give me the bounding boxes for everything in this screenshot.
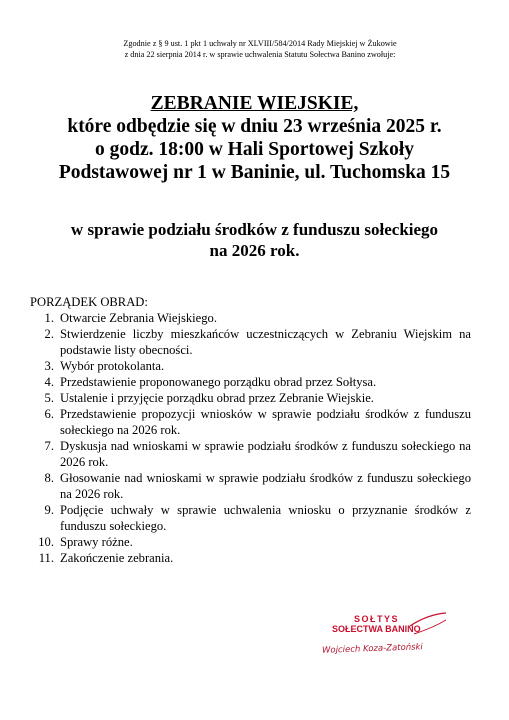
agenda-item-number: 11. [38,551,54,565]
meeting-subject [20,219,489,261]
agenda-item-text: Sprawy różne. [60,535,133,549]
agenda-item [30,470,471,502]
agenda-item-text: Przedstawienie proponowanego porządku obrad przez Sołtysa. [60,375,377,389]
agenda-item-text: Wybór protokolanta. [60,359,165,373]
agenda-list [30,310,471,566]
agenda-item [30,326,471,358]
agenda-item [30,534,471,550]
agenda-item-number: 7. [44,439,54,453]
agenda-item-text: Podjęcie uchwały w sprawie uchwalenia wniosku o przyznanie środków z funduszu sołeckiego. [60,503,471,533]
agenda-item-text: Otwarcie Zebrania Wiejskiego. [60,311,217,325]
agenda-item-number: 2. [44,327,54,341]
agenda-item [30,358,471,374]
agenda-item-number: 3. [44,359,54,373]
meeting-title: ZEBRANIE WIEJSKIE, [150,93,359,114]
subject-line-2: na 2026 rok. [209,241,300,260]
agenda-item-number: 1. [44,311,54,325]
meeting-heading [20,92,489,184]
agenda-item-number: 10. [38,535,54,549]
agenda-item [30,310,471,326]
agenda-item [30,550,471,566]
meeting-time-place-line: o godz. 18:00 w Hali Sportowej Szkoły [94,139,415,160]
soltys-stamp [318,612,468,672]
agenda-item [30,438,471,470]
agenda-item-text: Zakończenie zebrania. [60,551,174,565]
stamp-title: SOŁTYS [354,614,400,624]
legal-basis-text [60,38,460,60]
stamp-signature: Wojciech Koza-Zatoński [321,642,424,656]
agenda-item-number: 4. [44,375,54,389]
agenda-item [30,390,471,406]
agenda-item-number: 8. [44,471,54,485]
agenda-item [30,502,471,534]
agenda-item-text: Dyskusja nad wnioskami w sprawie podziału środków z funduszu sołeckiego na 2026 rok. [60,439,471,469]
legal-basis-line-2: z dnia 22 sierpnia 2014 r. w sprawie uchwalenia Statutu Sołectwa Banino zwołuje: [124,50,396,59]
agenda-item-text: Stwierdzenie liczby mieszkańców uczestniczących w Zebraniu Wiejskim na podstawie listy obecności. [60,327,471,357]
agenda-item [30,406,471,438]
legal-basis-line-1: Zgodnie z § 9 ust. 1 pkt 1 uchwały nr XLVIII/584/2014 Rady Miejskiej w Żukowie [123,39,397,48]
agenda-item-number: 5. [44,391,54,405]
stamp-village: SOŁECTWA BANINO [332,624,421,634]
agenda-item [30,374,471,390]
agenda-item-number: 6. [44,407,54,421]
meeting-address-line: Podstawowej nr 1 w Baninie, ul. Tuchomska 15 [58,162,451,183]
agenda-item-text: Głosowanie nad wnioskami w sprawie podziału środków z funduszu sołeckiego na 2026 rok. [60,471,471,501]
meeting-date-line: które odbędzie się w dniu 23 września 2025 r. [67,116,442,137]
agenda-item-number: 9. [44,503,54,517]
subject-line-1: w sprawie podziału środków z funduszu sołeckiego [70,220,439,239]
agenda-title: PORZĄDEK OBRAD: [30,295,148,309]
agenda-item-text: Ustalenie i przyjęcie porządku obrad przez Zebranie Wiejskie. [60,391,374,405]
agenda-item-text: Przedstawienie propozycji wniosków w sprawie podziału środków z funduszu sołeckiego na 2026 rok. [60,407,471,437]
